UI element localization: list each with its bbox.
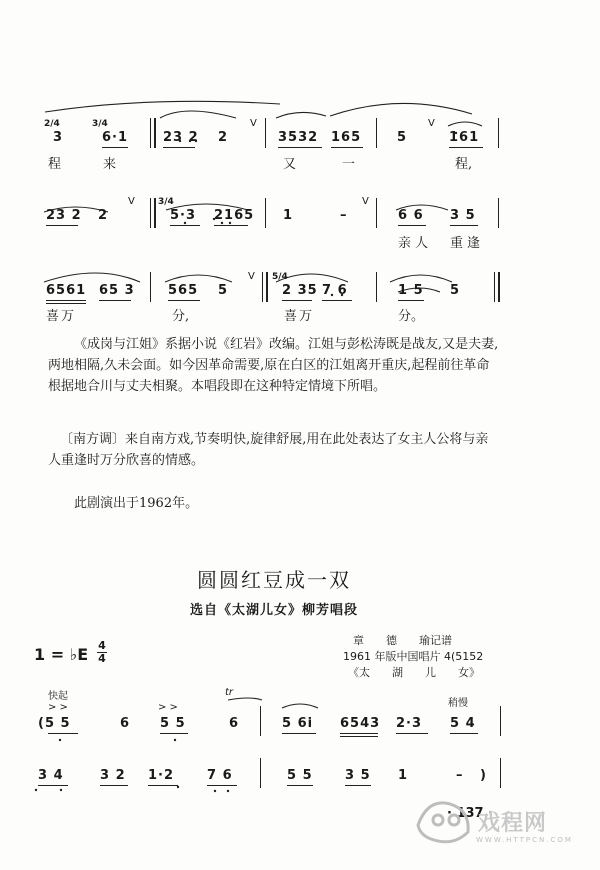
lyric: 分, (172, 309, 190, 324)
breath-mark: V (248, 271, 255, 282)
underline (148, 785, 178, 786)
note-group: 6 (120, 716, 131, 731)
watermark-text: 戏程网 (478, 811, 548, 836)
note-group: 3 (53, 130, 64, 145)
record-info: 1961 年版中国唱片 4(5152 (343, 650, 484, 663)
slur (282, 704, 318, 708)
underline (207, 785, 237, 786)
note-group: 7 6 (207, 768, 233, 783)
note-group: 3 2 (100, 768, 126, 783)
note-group: 1 5 (398, 283, 424, 298)
time-signature: 5/4 (272, 272, 288, 282)
accent-marks: > > (48, 702, 68, 713)
watermark-mask-icon (410, 790, 480, 850)
note-group: ) (480, 768, 487, 783)
breath-mark: V (362, 196, 369, 207)
note-group: 5 (450, 283, 461, 298)
note-paragraph: 《成岗与江姐》系据小说《红岩》改编。江姐与彭松涛既是战友,又是夫妻,两地相隔,久未会面。如今因革命需要,原在白区的江姐离开重庆,起程前往革命根据地合川与丈夫相聚。本唱段即在这种特定情境下所唱。 (48, 337, 499, 394)
note-group: 5 4 (450, 716, 476, 731)
breath-mark: V (128, 196, 135, 207)
time-denominator: 4 (98, 652, 106, 665)
note-group: 1·2 (148, 768, 175, 783)
source-info: 《太 湖 儿 女》 (348, 666, 480, 679)
underline (340, 733, 378, 734)
note-paragraph: 〔南方调〕来自南方戏,节奏明快,旋律舒展,用在此处表达了女主人公将与亲人重逢时万分欣喜的情感。 (48, 432, 489, 468)
lyric: 程 (48, 157, 62, 172)
time-signature: 3/4 (158, 197, 174, 207)
note-group: 5 (397, 130, 408, 145)
note-group: 5 5 (287, 768, 313, 783)
note-group: 3 4 (38, 768, 64, 783)
note-group: (5 5 (38, 716, 71, 731)
note-group: 161 (449, 130, 480, 145)
note-group: 6 (229, 716, 240, 731)
lyric: 来 (103, 157, 117, 172)
underline (100, 785, 128, 786)
note-group: 7 6 (322, 283, 348, 298)
note-group: 165 (331, 130, 362, 145)
underline (450, 733, 478, 734)
trill-mark: tr (225, 687, 234, 698)
barline (260, 706, 261, 736)
note-group: 2 (98, 208, 109, 223)
note-paragraph: 此剧演出于1962年。 (74, 496, 199, 511)
note-group: 2 35 (282, 283, 318, 298)
underline (160, 733, 188, 734)
barline (500, 758, 501, 788)
lyric: 程, (455, 157, 473, 172)
song-title: 圆圆红豆成一双 (197, 568, 351, 592)
note-group: 1 (398, 768, 409, 783)
lyric: 喜万 (46, 309, 77, 324)
lyric: 又 (283, 157, 297, 172)
note-group: 23 2 (163, 130, 199, 145)
credit: 章 德 瑜记谱 (353, 634, 452, 647)
tempo-marking: 快起 (48, 691, 68, 702)
song-subtitle: 选自《太湖儿女》柳芳唱段 (189, 603, 358, 618)
breath-mark: V (250, 118, 257, 129)
lyric: 喜万 (284, 309, 315, 324)
lyric: 一 (342, 157, 356, 172)
note-group: – (456, 768, 464, 783)
underline (345, 785, 371, 786)
lyric: 重逢 (450, 236, 485, 251)
note-group: 565 (168, 283, 199, 298)
slur (228, 698, 262, 700)
lyric: 分。 (398, 309, 425, 324)
note-group: 23 2 (46, 208, 82, 223)
note-group: 2·3 (396, 716, 423, 731)
note-group: 2165 (214, 208, 255, 223)
underline (396, 733, 428, 734)
note-group: 6·1 (102, 130, 129, 145)
time-numerator: 4 (98, 639, 106, 652)
note-group: 6 6 (398, 208, 424, 223)
note-group: 1 (283, 208, 294, 223)
note-group: 5·3 (170, 208, 197, 223)
barline (260, 758, 261, 788)
barline (500, 706, 501, 736)
underline (48, 733, 78, 734)
note-group: 65 3 (99, 283, 135, 298)
note-group: 5 (218, 283, 229, 298)
time-signature: 3/4 (92, 119, 108, 129)
note-group: 5 5 (160, 716, 186, 731)
page-number: · 137 · (447, 806, 494, 821)
note-group: 2 (218, 130, 229, 145)
note-group: 3 5 (345, 768, 371, 783)
tempo-marking: 稍慢 (448, 698, 468, 709)
accent-marks: > > (158, 702, 178, 713)
note-group: 3 5 (450, 208, 476, 223)
note-group: 3532 (278, 130, 319, 145)
breath-mark: V (428, 118, 435, 129)
note-group: 6561 (46, 283, 87, 298)
underline (282, 733, 316, 734)
underline (38, 785, 68, 786)
lyric: 亲人 (398, 236, 433, 251)
note-group: 5 6i (282, 716, 314, 731)
watermark-url: WWW.HTTPCN.COM (476, 836, 573, 844)
underline (340, 736, 378, 737)
note-group: – (340, 208, 348, 223)
time-signature: 2/4 (44, 119, 60, 129)
key-signature: 1 = ♭E (34, 645, 89, 664)
note-group: 6543 (340, 716, 381, 731)
underline (287, 785, 313, 786)
